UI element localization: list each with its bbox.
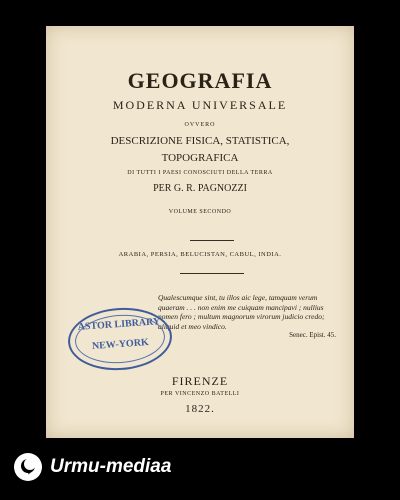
publication-year: 1822.	[185, 403, 215, 415]
stamp-line-2: NEW-YORK	[91, 337, 150, 352]
publication-city: FIRENZE	[171, 374, 229, 388]
printer-line: PER VINCENZO BATELLI	[160, 391, 240, 397]
book-title-page	[46, 26, 354, 438]
description-line-3: DI TUTTI I PAESI CONOSCIUTI DELLA TERRA	[127, 170, 273, 176]
quote-text: Qualescumque sint, tu illos aic lege, tamquam verum quaeram . . . non enim me cuiquam mancipavi ; nullius nomen fero ; multum magnorum virorum judicio credo; aliquid et meo vindico.	[158, 293, 325, 331]
author-line: PER G. R. PAGNOZZI	[153, 183, 247, 194]
book-title: GEOGRAFIA	[127, 68, 273, 93]
quote-source: Senec. Epist. 45.	[289, 331, 336, 339]
ovvero-text: OVVERO	[184, 122, 216, 128]
epigraph-quote	[158, 293, 336, 341]
description-line-1: DESCRIZIONE FISICA, STATISTICA,	[110, 135, 290, 147]
watermark	[14, 452, 171, 482]
crescent-star-logo-icon: ✦	[14, 453, 42, 481]
stamp-line-1: ASTOR LIBRARY	[77, 316, 161, 333]
divider-rule	[190, 240, 234, 241]
divider-rule	[180, 273, 244, 274]
book-subtitle: MODERNA UNIVERSALE	[112, 98, 288, 112]
description-line-2: TOPOGRAFICA	[161, 152, 239, 164]
contents-line: ARABIA, PERSIA, BELUCISTAN, CABUL, INDIA.	[118, 251, 282, 258]
watermark-text: Urmu-mediaa	[50, 456, 172, 477]
volume-label: VOLUME SECONDO	[168, 209, 232, 215]
